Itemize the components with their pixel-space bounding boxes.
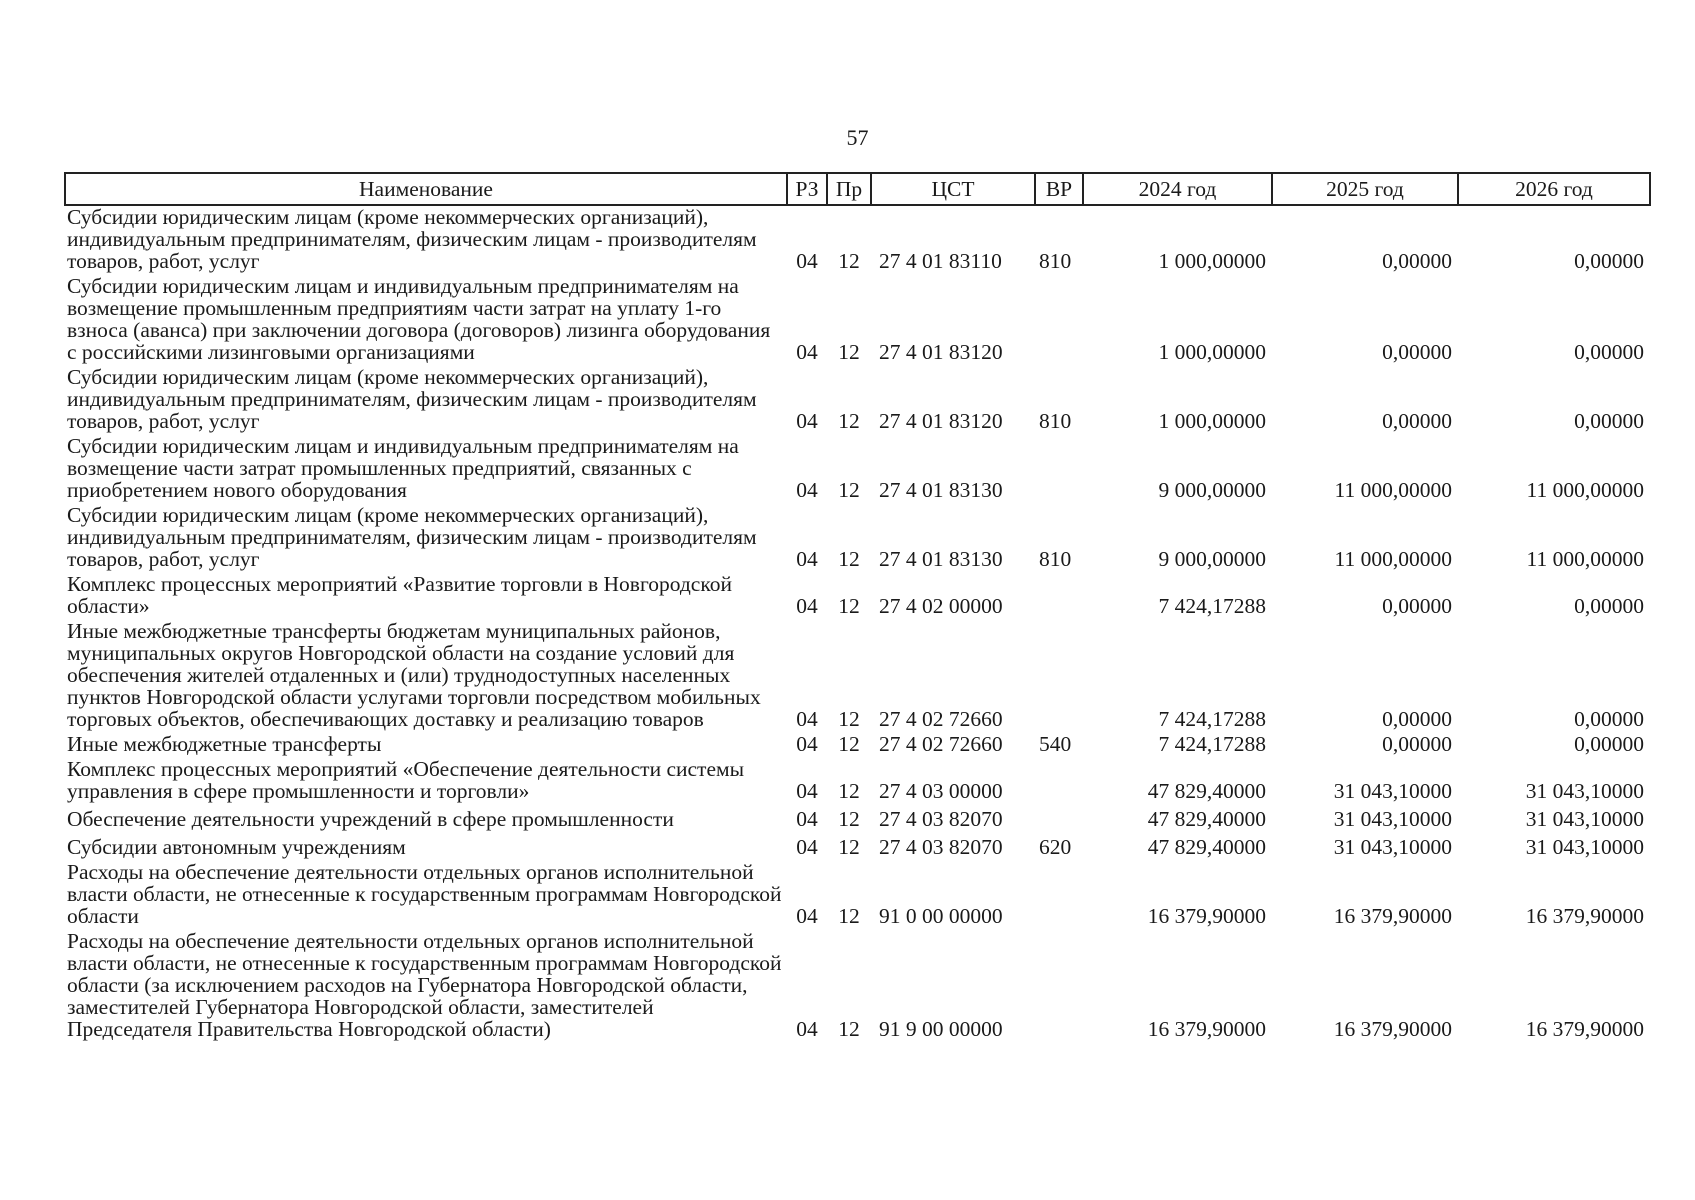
table-row <box>65 733 1650 758</box>
table-row <box>65 833 1650 861</box>
cell-cst: 27 4 02 00000 <box>879 594 1003 618</box>
cell-cst: 91 0 00 00000 <box>879 904 1003 928</box>
cell-vr <box>1035 805 1083 833</box>
cell-name: Иные межбюджетные трансферты бюджетам муниципальных районов, муниципальных округов Новгородской области на создание условий для обеспечения жителей отдаленных и (или) труднодоступных населенных пунктов Новгородской области услугами торговли посредством мобильных торговых объектов, обеспечивающих доставку и реализацию товаров <box>67 619 761 731</box>
cell-rz: 04 <box>796 779 818 803</box>
cell-pr: 12 <box>838 340 860 364</box>
cell-2024: 47 829,40000 <box>1147 779 1266 803</box>
cell-rz: 04 <box>796 249 818 273</box>
cell-vr: 540 <box>1039 732 1072 756</box>
table-row <box>65 573 1650 620</box>
cell-2025: 11 000,00000 <box>1334 547 1452 571</box>
cell-2025: 31 043,10000 <box>1333 779 1452 803</box>
cell-2026: 11 000,00000 <box>1526 547 1644 571</box>
header-name: Наименование <box>65 173 787 205</box>
cell-2024: 9 000,00000 <box>1158 547 1266 571</box>
cell-vr <box>1035 573 1083 620</box>
cell-vr: 810 <box>1039 249 1072 273</box>
cell-cst: 27 4 03 82070 <box>879 835 1003 859</box>
header-2026: 2026 год <box>1458 173 1650 205</box>
cell-rz: 04 <box>796 409 818 433</box>
cell-2025: 31 043,10000 <box>1333 807 1452 831</box>
table-row <box>65 366 1650 435</box>
cell-2026: 0,00000 <box>1574 732 1644 756</box>
cell-2025: 0,00000 <box>1382 732 1452 756</box>
cell-vr <box>1035 930 1083 1043</box>
cell-rz: 04 <box>796 547 818 571</box>
cell-pr: 12 <box>838 594 860 618</box>
cell-cst: 27 4 01 83130 <box>879 478 1003 502</box>
cell-2024: 16 379,90000 <box>1147 1017 1266 1041</box>
table-row <box>65 758 1650 805</box>
cell-2026: 31 043,10000 <box>1525 779 1644 803</box>
cell-vr <box>1035 758 1083 805</box>
cell-pr: 12 <box>838 547 860 571</box>
cell-2024: 7 424,17288 <box>1158 594 1266 618</box>
cell-2024: 1 000,00000 <box>1158 409 1266 433</box>
cell-2024: 16 379,90000 <box>1147 904 1266 928</box>
cell-vr <box>1035 275 1083 366</box>
cell-2026: 0,00000 <box>1574 594 1644 618</box>
table-row <box>65 930 1650 1043</box>
cell-name: Расходы на обеспечение деятельности отдельных органов исполнительной власти области, не отнесенные к государственным программам Новгородской области (за исключением расходов на Губернатора Новгородской области, заместителей Губернатора Новгородской области, заместителей Председателя Правительства Новгородской области) <box>67 929 782 1041</box>
header-2025: 2025 год <box>1272 173 1458 205</box>
cell-name: Комплекс процессных мероприятий «Обеспечение деятельности системы управления в сфере промышленности и торговли» <box>67 757 745 803</box>
table-row <box>65 435 1650 504</box>
table-row <box>65 504 1650 573</box>
cell-name: Иные межбюджетные трансферты <box>67 732 382 756</box>
cell-pr: 12 <box>838 249 860 273</box>
table-row <box>65 275 1650 366</box>
cell-name: Субсидии автономным учреждениям <box>67 835 406 859</box>
cell-cst: 27 4 03 82070 <box>879 807 1003 831</box>
table-row <box>65 620 1650 733</box>
table-row <box>65 861 1650 930</box>
cell-2026: 16 379,90000 <box>1525 904 1644 928</box>
cell-2026: 31 043,10000 <box>1525 807 1644 831</box>
cell-pr: 12 <box>838 779 860 803</box>
cell-vr <box>1035 435 1083 504</box>
cell-pr: 12 <box>838 409 860 433</box>
header-pr: Пр <box>827 173 871 205</box>
table-header <box>65 173 1650 205</box>
cell-2024: 1 000,00000 <box>1158 249 1266 273</box>
table-body <box>65 205 1650 1043</box>
header-vr: ВР <box>1035 173 1083 205</box>
cell-pr: 12 <box>838 707 860 731</box>
cell-pr: 12 <box>838 478 860 502</box>
header-cst: ЦСТ <box>871 173 1035 205</box>
cell-cst: 27 4 01 83120 <box>879 340 1003 364</box>
cell-rz: 04 <box>796 594 818 618</box>
header-rz: РЗ <box>787 173 827 205</box>
cell-pr: 12 <box>838 1017 860 1041</box>
cell-rz: 04 <box>796 478 818 502</box>
cell-2025: 31 043,10000 <box>1333 835 1452 859</box>
cell-name: Субсидии юридическим лицам (кроме некоммерческих организаций), индивидуальным предпринимателям, физическим лицам - производителям товаров, работ, услуг <box>67 205 757 273</box>
cell-2026: 0,00000 <box>1574 707 1644 731</box>
table-row <box>65 805 1650 833</box>
cell-pr: 12 <box>838 732 860 756</box>
cell-2024: 1 000,00000 <box>1158 340 1266 364</box>
cell-rz: 04 <box>796 340 818 364</box>
table-row <box>65 205 1650 275</box>
cell-2025: 11 000,00000 <box>1334 478 1452 502</box>
cell-2024: 7 424,17288 <box>1158 732 1266 756</box>
cell-rz: 04 <box>796 1017 818 1041</box>
cell-vr: 810 <box>1039 547 1072 571</box>
cell-2024: 47 829,40000 <box>1147 835 1266 859</box>
cell-cst: 27 4 01 83110 <box>879 249 1002 273</box>
cell-rz: 04 <box>796 707 818 731</box>
cell-2026: 0,00000 <box>1574 340 1644 364</box>
cell-vr: 620 <box>1039 835 1072 859</box>
cell-2025: 0,00000 <box>1382 249 1452 273</box>
cell-rz: 04 <box>796 807 818 831</box>
cell-vr: 810 <box>1039 409 1072 433</box>
cell-2026: 16 379,90000 <box>1525 1017 1644 1041</box>
cell-2024: 47 829,40000 <box>1147 807 1266 831</box>
cell-2025: 0,00000 <box>1382 594 1452 618</box>
cell-name: Субсидии юридическим лицам (кроме некоммерческих организаций), индивидуальным предпринимателям, физическим лицам - производителям товаров, работ, услуг <box>67 503 757 571</box>
cell-vr <box>1035 620 1083 733</box>
header-row <box>65 173 1650 205</box>
page-number: 57 <box>846 125 869 150</box>
cell-2024: 7 424,17288 <box>1158 707 1266 731</box>
cell-2025: 16 379,90000 <box>1333 1017 1452 1041</box>
cell-name: Обеспечение деятельности учреждений в сфере промышленности <box>67 807 674 831</box>
cell-name: Субсидии юридическим лицам (кроме некоммерческих организаций), индивидуальным предпринимателям, физическим лицам - производителям товаров, работ, услуг <box>67 365 757 433</box>
cell-cst: 27 4 01 83120 <box>879 409 1003 433</box>
cell-2024: 9 000,00000 <box>1158 478 1266 502</box>
cell-name: Расходы на обеспечение деятельности отдельных органов исполнительной власти области, не отнесенные к государственным программам Новгородской области <box>67 860 782 928</box>
cell-2025: 0,00000 <box>1382 409 1452 433</box>
cell-cst: 27 4 03 00000 <box>879 779 1003 803</box>
cell-cst: 27 4 02 72660 <box>879 732 1003 756</box>
cell-cst: 91 9 00 00000 <box>879 1017 1003 1041</box>
cell-pr: 12 <box>838 807 860 831</box>
header-2024: 2024 год <box>1083 173 1272 205</box>
cell-pr: 12 <box>838 835 860 859</box>
cell-rz: 04 <box>796 904 818 928</box>
cell-rz: 04 <box>796 835 818 859</box>
budget-table <box>64 172 1651 1043</box>
cell-2026: 0,00000 <box>1574 409 1644 433</box>
cell-vr <box>1035 861 1083 930</box>
cell-name: Комплекс процессных мероприятий «Развитие торговли в Новгородской области» <box>67 572 732 618</box>
cell-2025: 0,00000 <box>1382 707 1452 731</box>
cell-rz: 04 <box>796 732 818 756</box>
cell-cst: 27 4 02 72660 <box>879 707 1003 731</box>
cell-2026: 31 043,10000 <box>1525 835 1644 859</box>
cell-2025: 0,00000 <box>1382 340 1452 364</box>
cell-2026: 11 000,00000 <box>1526 478 1644 502</box>
cell-2025: 16 379,90000 <box>1333 904 1452 928</box>
cell-cst: 27 4 01 83130 <box>879 547 1003 571</box>
cell-pr: 12 <box>838 904 860 928</box>
cell-name: Субсидии юридическим лицам и индивидуальным предпринимателям на возмещение части затрат промышленных предприятий, связанных с приобретением нового оборудования <box>67 434 739 502</box>
cell-2026: 0,00000 <box>1574 249 1644 273</box>
cell-name: Субсидии юридическим лицам и индивидуальным предпринимателям на возмещение промышленным предприятиям части затрат на уплату 1-го взноса (аванса) при заключении договора (договоров) лизинга оборудования с российскими лизинговыми организациями <box>67 274 771 364</box>
